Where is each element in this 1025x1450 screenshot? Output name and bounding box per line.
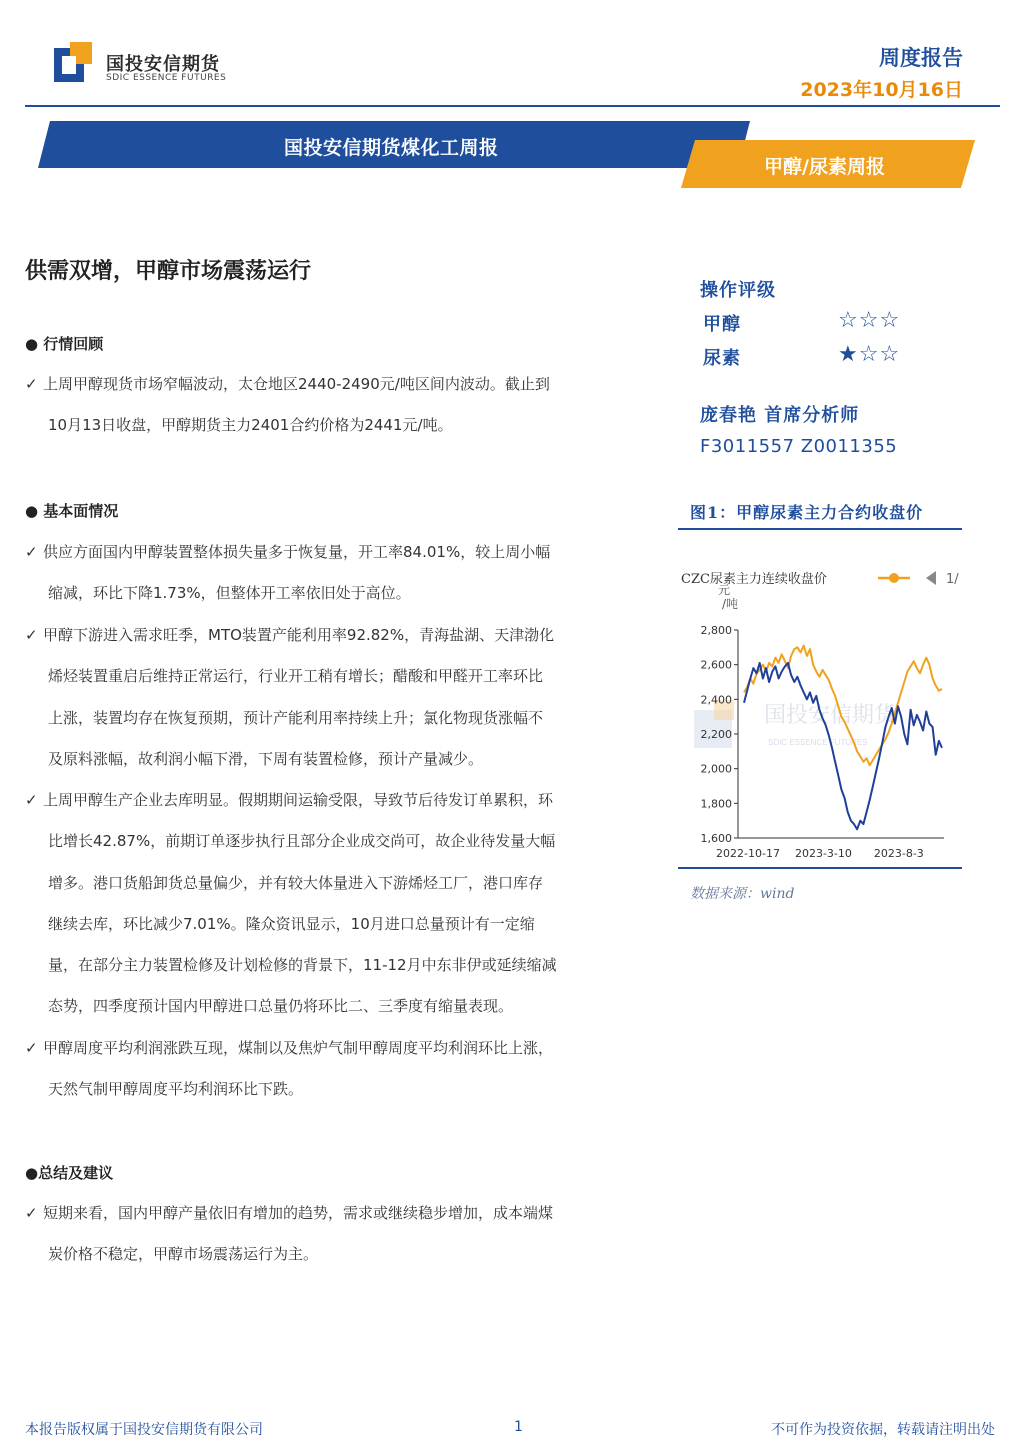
page-title: 供需双增，甲醇市场震荡运行 (25, 259, 312, 284)
report-date: 2023年10月16日 (800, 79, 963, 101)
paragraph-supply: ✓ 供应方面国内甲醇装置整体损失量多于恢复量，开工率84.01%，较上周小幅 缩减，环比下降1.73%，但整体开工率依旧处于高位。 (25, 543, 551, 603)
section-heading-market-review: ● 行情回顾 (25, 335, 104, 353)
chart-watermark-text: 国投安信期货 (764, 702, 897, 727)
check-icon: ✓ (25, 626, 38, 644)
x-tick-label: 2023-8-3 (873, 847, 924, 860)
analyst-name: 庞春艳 首席分析师 (700, 405, 860, 426)
header-divider (25, 105, 1000, 107)
chart-legend-label: CZC尿素主力连续收盘价 (681, 572, 827, 587)
section-heading-fundamentals: ● 基本面情况 (25, 502, 119, 520)
legend-prev-arrow-icon[interactable] (926, 571, 936, 585)
logo-mark-icon (54, 42, 98, 86)
y-tick-label: 2,600 (700, 658, 732, 672)
footer-page-number: 1 (514, 1419, 523, 1435)
rating-title: 操作评级 (700, 280, 776, 301)
banner-sub-title: 甲醇/尿素周报 (764, 156, 885, 178)
paragraph-inventory: ✓ 上周甲醇生产企业去库明显。假期期间运输受限，导致节后待发订单累积，环 比增长42.87%，前期订单逐步执行且部分企业成交尚可，故企业待发量大幅 增多。港口货船卸货总量偏少，并有较大体量进入下游烯烃工厂，港口库存 继续去库，环比减少7.01%。隆众资讯显示，10月进口总量预计有一定缩 量，在部分主力装置检修及计划检修的背景下，11-12月中东非伊或延续缩减 态势，四季度预计国内甲醇进口总量仍将环比二、三季度有缩量表现。 (25, 791, 557, 1016)
analyst-license-id: F3011557 Z0011355 (700, 436, 898, 457)
y-tick-label: 2,200 (700, 728, 732, 741)
logo-text-cn: 国投安信期货 (106, 54, 220, 75)
chart-watermark-en: SDIC ESSENCE FUTURES (768, 738, 868, 747)
check-icon: ✓ (25, 375, 38, 393)
paragraph-market-review: ✓ 上周甲醇现货市场窄幅波动，太仓地区2440-2490元/吨区间内波动。截止到 10月13日收盘，甲醇期货主力2401合约价格为2441元/吨。 (25, 375, 550, 435)
x-tick-label: 2022-10-17 (716, 847, 780, 860)
report-type: 周度报告 (879, 46, 963, 70)
rating-stars-methanol: ☆☆☆ (838, 308, 901, 333)
figure-top-divider (678, 528, 962, 530)
y-axis-unit-1: 元 (717, 583, 731, 597)
y-tick-label: 2,000 (700, 762, 732, 776)
y-tick-label: 2,400 (700, 693, 732, 707)
paragraph-demand: ✓ 甲醇下游进入需求旺季，MTO装置产能利用率92.82%，青海盐湖、天津渤化 烯烃装置重启后维持正常运行，行业开工稍有增长；醋酸和甲醛开工率环比 上涨，装置均存在恢复预期，预计产能利用率持续上升；氯化物现货涨幅不 及原料涨幅，故利润小幅下滑，下周有装置检修，预计产量减少。 (25, 626, 555, 768)
rating-stars-urea: ★☆☆ (838, 342, 901, 367)
paragraph-profit: ✓ 甲醇周度平均利润涨跌互现，煤制以及焦炉气制甲醇周度平均利润环比上涨， 天然气制甲醇周度平均利润环比下跌。 (25, 1039, 554, 1099)
section-heading-summary: ●总结及建议 (25, 1164, 114, 1182)
footer-copyright: 本报告版权属于国投安信期货有限公司 (25, 1422, 263, 1438)
check-icon: ✓ (25, 543, 38, 561)
figure-bottom-divider (678, 867, 962, 869)
y-tick-label: 2,800 (700, 624, 732, 637)
check-icon: ✓ (25, 791, 38, 809)
logo-text-en: SDIC ESSENCE FUTURES (106, 73, 227, 83)
check-icon: ✓ (25, 1204, 38, 1222)
banner-main-title: 国投安信期货煤化工周报 (284, 137, 499, 159)
legend-page-indicator: 1/ (946, 572, 959, 587)
legend-dot-marker (889, 573, 899, 583)
footer-disclaimer: 不可作为投资依据，转载请注明出处 (771, 1422, 995, 1438)
rating-name-methanol: 甲醇 (703, 314, 741, 335)
paragraph-summary: ✓ 短期来看，国内甲醇产量依旧有增加的趋势，需求或继续稳步增加，成本端煤 炭价格不稳定，甲醇市场震荡运行为主。 (25, 1204, 554, 1264)
figure-title: 图1：甲醇尿素主力合约收盘价 (690, 503, 924, 522)
company-logo (54, 40, 254, 90)
check-icon: ✓ (25, 1039, 38, 1057)
price-line-chart (678, 560, 962, 865)
y-axis-unit-2: /吨 (721, 597, 739, 611)
y-tick-label: 1,600 (700, 832, 732, 845)
x-tick-label: 2023-3-10 (794, 847, 852, 860)
y-tick-label: 1,800 (700, 797, 732, 811)
data-source: 数据来源：wind (690, 886, 795, 902)
rating-name-urea: 尿素 (703, 348, 741, 369)
